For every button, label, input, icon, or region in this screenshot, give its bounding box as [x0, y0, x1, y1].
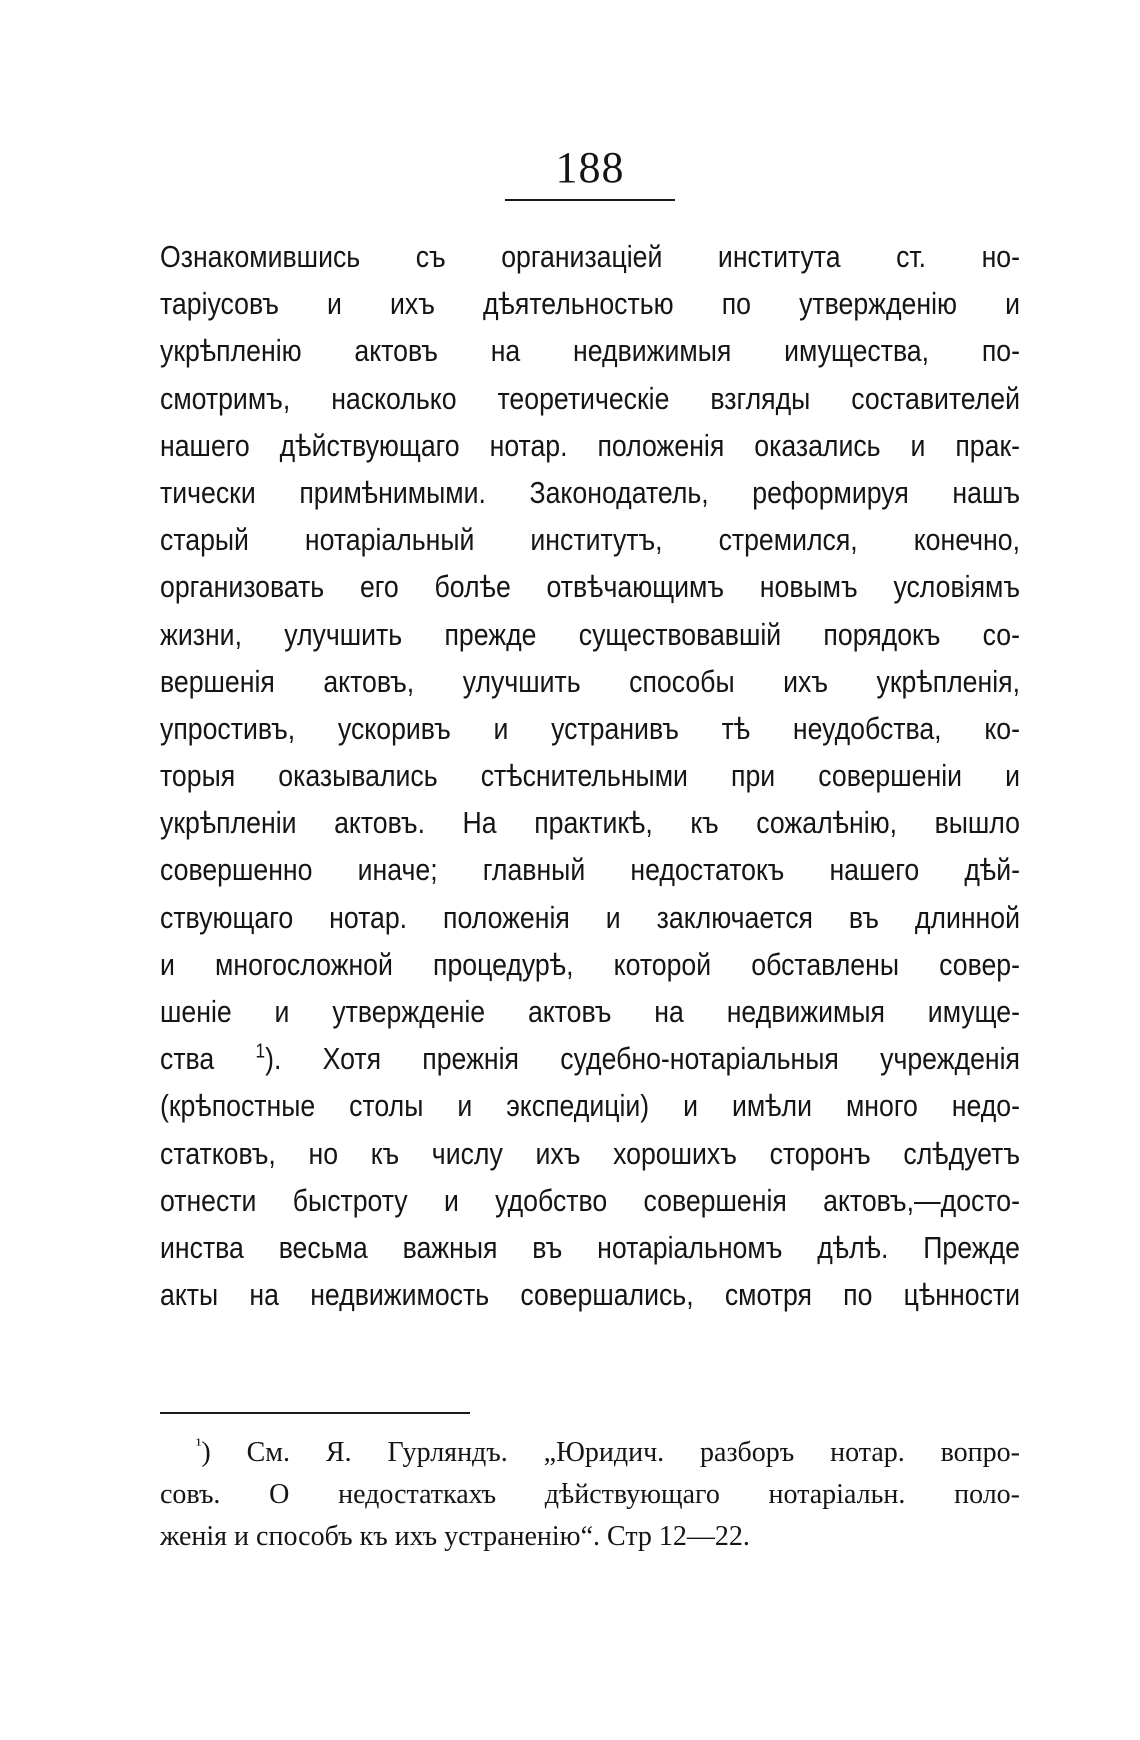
text-line: инства весьма важныя въ нотаріальномъ дѣлѣ. Прежде [160, 1229, 1020, 1265]
text-line: укрѣпленіи актовъ. На практикѣ, къ сожалѣнію, вышло [160, 805, 1020, 841]
text-fragment: ства [160, 1041, 256, 1077]
footnote-mark: ¹ [196, 1434, 202, 1455]
page-number: 188 [555, 143, 625, 192]
text-line: таріусовъ и ихъ дѣятельностью по утвержденію и [160, 286, 1020, 322]
text-line: упростивъ, ускоривъ и устранивъ тѣ неудобства, ко- [160, 710, 1020, 746]
text-line: организовать его болѣе отвѣчающимъ новымъ условіямъ [160, 569, 1020, 605]
footnote-line: совъ. О недостаткахъ дѣйствующаго нотаріальн. поло- [160, 1479, 1020, 1510]
text-line: смотримъ, насколько теоретическіе взгляды составителей [160, 380, 1020, 416]
text-line: шеніе и утвержденіе актовъ на недвижимыя имуще- [160, 994, 1020, 1029]
text-line: акты на недвижимость совершались, смотря по цѣнности [160, 1277, 1020, 1313]
footnote-text: ) См. Я. Гурляндъ. „Юридич. разборъ нотар. вопро- [201, 1437, 1020, 1468]
text-line: совершенно иначе; главный недостатокъ нашего дѣй- [160, 852, 1020, 888]
header-rule [505, 199, 675, 201]
text-line: тически примѣнимыми. Законодатель, реформируя нашъ [160, 474, 1020, 510]
text-fragment: ). Хотя прежнія судебно-нотаріальныя учрежденія [265, 1041, 1020, 1077]
text-line: укрѣпленію актовъ на недвижимыя имущества, по- [160, 333, 1020, 369]
footnote-line [160, 1432, 1020, 1474]
text-line: нашего дѣйствующаго нотар. положенія оказались и прак- [160, 427, 1020, 463]
text-line: и многосложной процедурѣ, которой обставлены совер- [160, 946, 1020, 982]
text-line: статковъ, но къ числу ихъ хорошихъ сторонъ слѣдуетъ [160, 1135, 1020, 1171]
text-line: Ознакомившись съ организаціей института ст. но- [160, 239, 1020, 274]
footnote-line: женія и способъ къ ихъ устраненію“. Стр 12—22. [160, 1521, 750, 1552]
main-text [160, 233, 1020, 1318]
footnote-reference[interactable]: 1 [255, 1040, 266, 1063]
text-line: (крѣпостные столы и экспедиціи) и имѣли много недо- [160, 1088, 1020, 1124]
text-line: отнести быстроту и удобство совершенія актовъ,—досто- [160, 1182, 1020, 1218]
text-line: старый нотаріальный институтъ, стремился, конечно, [160, 522, 1020, 558]
footnote [160, 1432, 1020, 1558]
footnote-separator [160, 1412, 470, 1414]
text-line: торыя оказывались стѣснительными при совершеніи и [160, 758, 1020, 794]
text-line: жизни, улучшить прежде существовавшій порядокъ со- [160, 616, 1020, 652]
text-line: ствующаго нотар. положенія и заключается въ длинной [160, 899, 1020, 935]
text-line-with-footnote-ref [160, 1035, 1020, 1082]
text-line: вершенія актовъ, улучшить способы ихъ укрѣпленія, [160, 663, 1020, 699]
